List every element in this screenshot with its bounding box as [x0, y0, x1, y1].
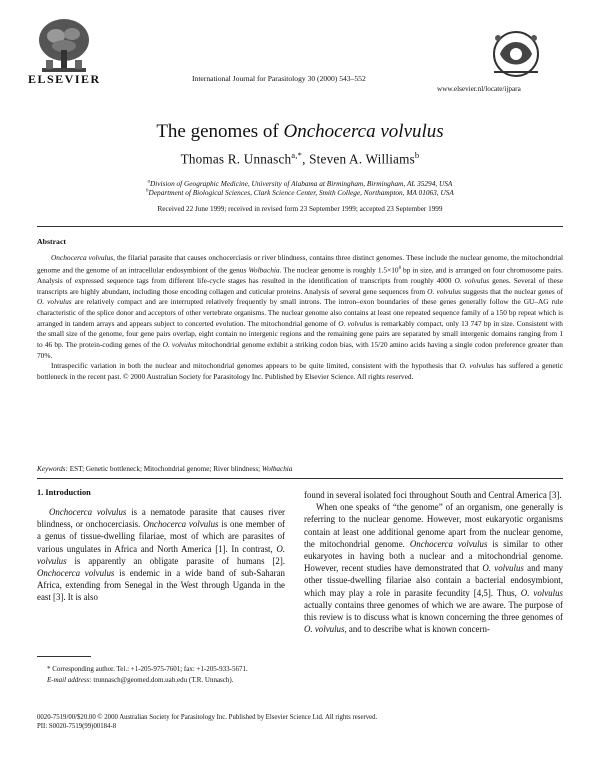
abstract-paragraph — [37, 361, 563, 382]
author-affil-marker: b — [414, 150, 420, 160]
species-name: O. volvulus — [304, 624, 345, 635]
author-affil-marker: a,* — [291, 150, 303, 160]
body-column-left — [37, 506, 285, 604]
received-dates: Received 22 June 1999; received in revised form 23 September 1999; accepted 23 September 1999 — [157, 205, 443, 213]
divider — [37, 226, 563, 227]
species-name: O. volvulus — [482, 563, 524, 574]
body-column-right — [304, 489, 563, 635]
email-label: E-mail address: — [47, 675, 92, 684]
email-address[interactable]: trunnasch@geomed.dom.uab.edu (T.R. Unnasch). — [91, 675, 234, 684]
elsevier-tree-logo — [36, 16, 92, 78]
exponent: 8 — [398, 265, 401, 271]
paper-title — [0, 121, 600, 143]
affiliation-b — [0, 188, 600, 197]
author-name: Steven A. Williams — [309, 151, 415, 167]
email-line — [37, 676, 285, 686]
affil-marker: a — [147, 179, 150, 185]
author-separator: , — [302, 151, 310, 167]
publisher-name: ELSEVIER — [28, 72, 101, 86]
species-name: O. volvulus — [37, 543, 285, 566]
abstract-text: are relatively compact and are interrupted relatively frequently by small introns. The intron–exon boundaries of these genes generally follow the GU–AG rule characteristic of the splice donor and acceptors of other vertebrate organisms. The nuclear genome also contains at least one repeated sequence family of a 150 bp repeat which is arranged in tandem arrays and appears subject to concerted evolution. The mitochondrial genome of — [37, 297, 564, 328]
abstract-body — [37, 253, 563, 383]
abstract-text: Intraspecific variation in both the nuclear and mitochondrial genomes appears to be quite limited, consistent with the hypothesis that — [51, 361, 460, 371]
body-text: When one speaks of “the genome” of an organism, one generally is referring to the nuclear genome. However, most eukaryotic organisms contain at least one additional genome apart from the nuclear genome, the mitochondrial genome. — [304, 502, 563, 549]
species-name: O. volvulus — [427, 286, 461, 296]
affil-text: Division of Geographic Medicine, University of Alabama at Birmingham, Birmingham, AL 35294, USA — [149, 179, 453, 188]
keywords-label: Keywords: — [37, 465, 68, 473]
body-paragraph — [37, 506, 285, 604]
species-name: O. volvulus — [162, 340, 197, 350]
species-name: Onchocerca volvulus — [409, 538, 488, 549]
abstract-text: suggests that the nuclear genes of — [460, 286, 563, 296]
body-text: is endemic in a wide band of sub-Saharan Africa, extending from Senegal in the West through Uganda in the east [3]. It is also — [37, 568, 285, 603]
species-name: O. volvulus — [454, 275, 490, 285]
body-paragraph: found in several isolated foci throughout South and Central America [3]. — [304, 490, 562, 500]
species-name: O. volvulus — [520, 587, 563, 598]
abstract-text: bp in size, and is arranged on four chromosome pairs. Analysis of expressed sequence tags from different life-cycle stages has resulted in the identification of transcripts from roughly 4000 — [37, 265, 564, 285]
body-text: and many other tissue-dwelling filariae also contain a bacterial endosymbiont, which may play a role in parasite fecundity [4,5]. Thus, — [304, 563, 563, 598]
copyright-line: 0020-7519/00/$20.00 © 2000 Australian Society for Parasitology Inc. Published by Elsevier Science Ltd. All rights reserved. — [37, 714, 378, 721]
footnote-rule — [37, 656, 91, 657]
species-name: Onchocerca volvulus — [49, 507, 127, 517]
body-text: , and to describe what is known concern- — [344, 624, 490, 635]
affil-text: Department of Biological Sciences, Clark Science Center, Smith College, Northampton, MA 01063, USA — [148, 188, 454, 197]
affiliation-a — [0, 179, 600, 188]
pii-line: PII: S0020-7519(99)00184-8 — [37, 723, 117, 731]
keyword-genus: Wolbachia — [261, 465, 293, 473]
divider — [37, 478, 563, 479]
body-text: is a nematode parasite that causes river blindness, or onchocerciasis. — [37, 507, 285, 530]
footnote — [37, 665, 285, 686]
body-text: actually contains three genomes of which we are aware. The purpose of this review is to discuss what is known concerning the three genomes of — [304, 599, 563, 623]
body-text: is one member of a genus of tissue-dwelling filariae, most of which are parasites of various ungulates in Africa and North America [1]. In contrast, — [37, 519, 285, 554]
species-name: O. volvulus — [459, 361, 494, 371]
title-prefix: The genomes of — [156, 121, 284, 142]
journal-citation: International Journal for Parasitology 30 (2000) 543–552 — [192, 74, 366, 83]
title-species: Onchocerca volvulus — [283, 121, 444, 142]
abstract-text: is remarkably compact, only 13 747 bp in size. Consistent with the small size of the genome, four gene pairs overlap, eight contain no intergenic regions and the remaining gene pairs are separated by small intergenic domains ranging from 1 to 46 bp. The protein-coding genes of the — [37, 318, 563, 350]
journal-url[interactable]: www.elsevier.nl/locate/ijpara — [437, 85, 521, 93]
abstract-text: genes. Several of these transcripts are highly abundant, including those encoding collagen and cuticular proteins. Analysis of several gene sequences from — [37, 275, 563, 296]
body-text: is similar to other eukaryotes in having both a nuclear and a mitochondrial genome. However, recent studies have demonstrated that — [304, 538, 563, 574]
species-name: Onchocerca volvulus — [51, 253, 114, 262]
body-text: is apparently an obligate parasite of humans [2]. — [66, 555, 285, 566]
species-name: O. volvulus — [338, 318, 372, 328]
abstract-text: , the filarial parasite that causes onchocerciasis or river blindness, contains three distinct genomes. These include the nuclear genome, the mitochondrial genome and the genome of an intracellular endosymbiont of the genus — [37, 253, 563, 275]
keywords-list: EST; Genetic bottleneck; Mitochondrial genome; River blindness; — [67, 465, 262, 473]
body-paragraph — [304, 501, 563, 635]
species-name: O. volvulus — [37, 297, 72, 307]
keywords — [37, 465, 292, 473]
corresponding-author: * Corresponding author. Tel.: +1-205-975-7601; fax: +1-205-933-5671. — [47, 665, 248, 673]
affil-marker: b — [146, 188, 149, 194]
species-name: Onchocerca volvulus — [143, 519, 219, 530]
author-name: Thomas R. Unnasch — [180, 151, 292, 167]
journal-cover-logo — [486, 28, 546, 82]
author-list — [0, 150, 600, 167]
abstract-text: . The nuclear genome is roughly 1.5×10 — [279, 265, 399, 275]
abstract-text: mitochondrial genome exhibit a striking codon bias, with 15/20 amino acids having a single codon preference greater than 70%. — [37, 340, 563, 360]
abstract-heading: Abstract — [37, 237, 67, 246]
abstract-paragraph — [37, 253, 563, 361]
species-name: Onchocerca volvulus — [37, 568, 115, 579]
genus-name: Wolbachia — [248, 265, 280, 275]
copyright-footer — [37, 713, 377, 731]
section-heading: 1. Introduction — [37, 488, 91, 497]
abstract-text: has suffered a genetic bottleneck in the recent past. © 2000 Australian Society for Parasitology Inc. Published by Elsevier Science. All rights reserved. — [37, 361, 563, 382]
